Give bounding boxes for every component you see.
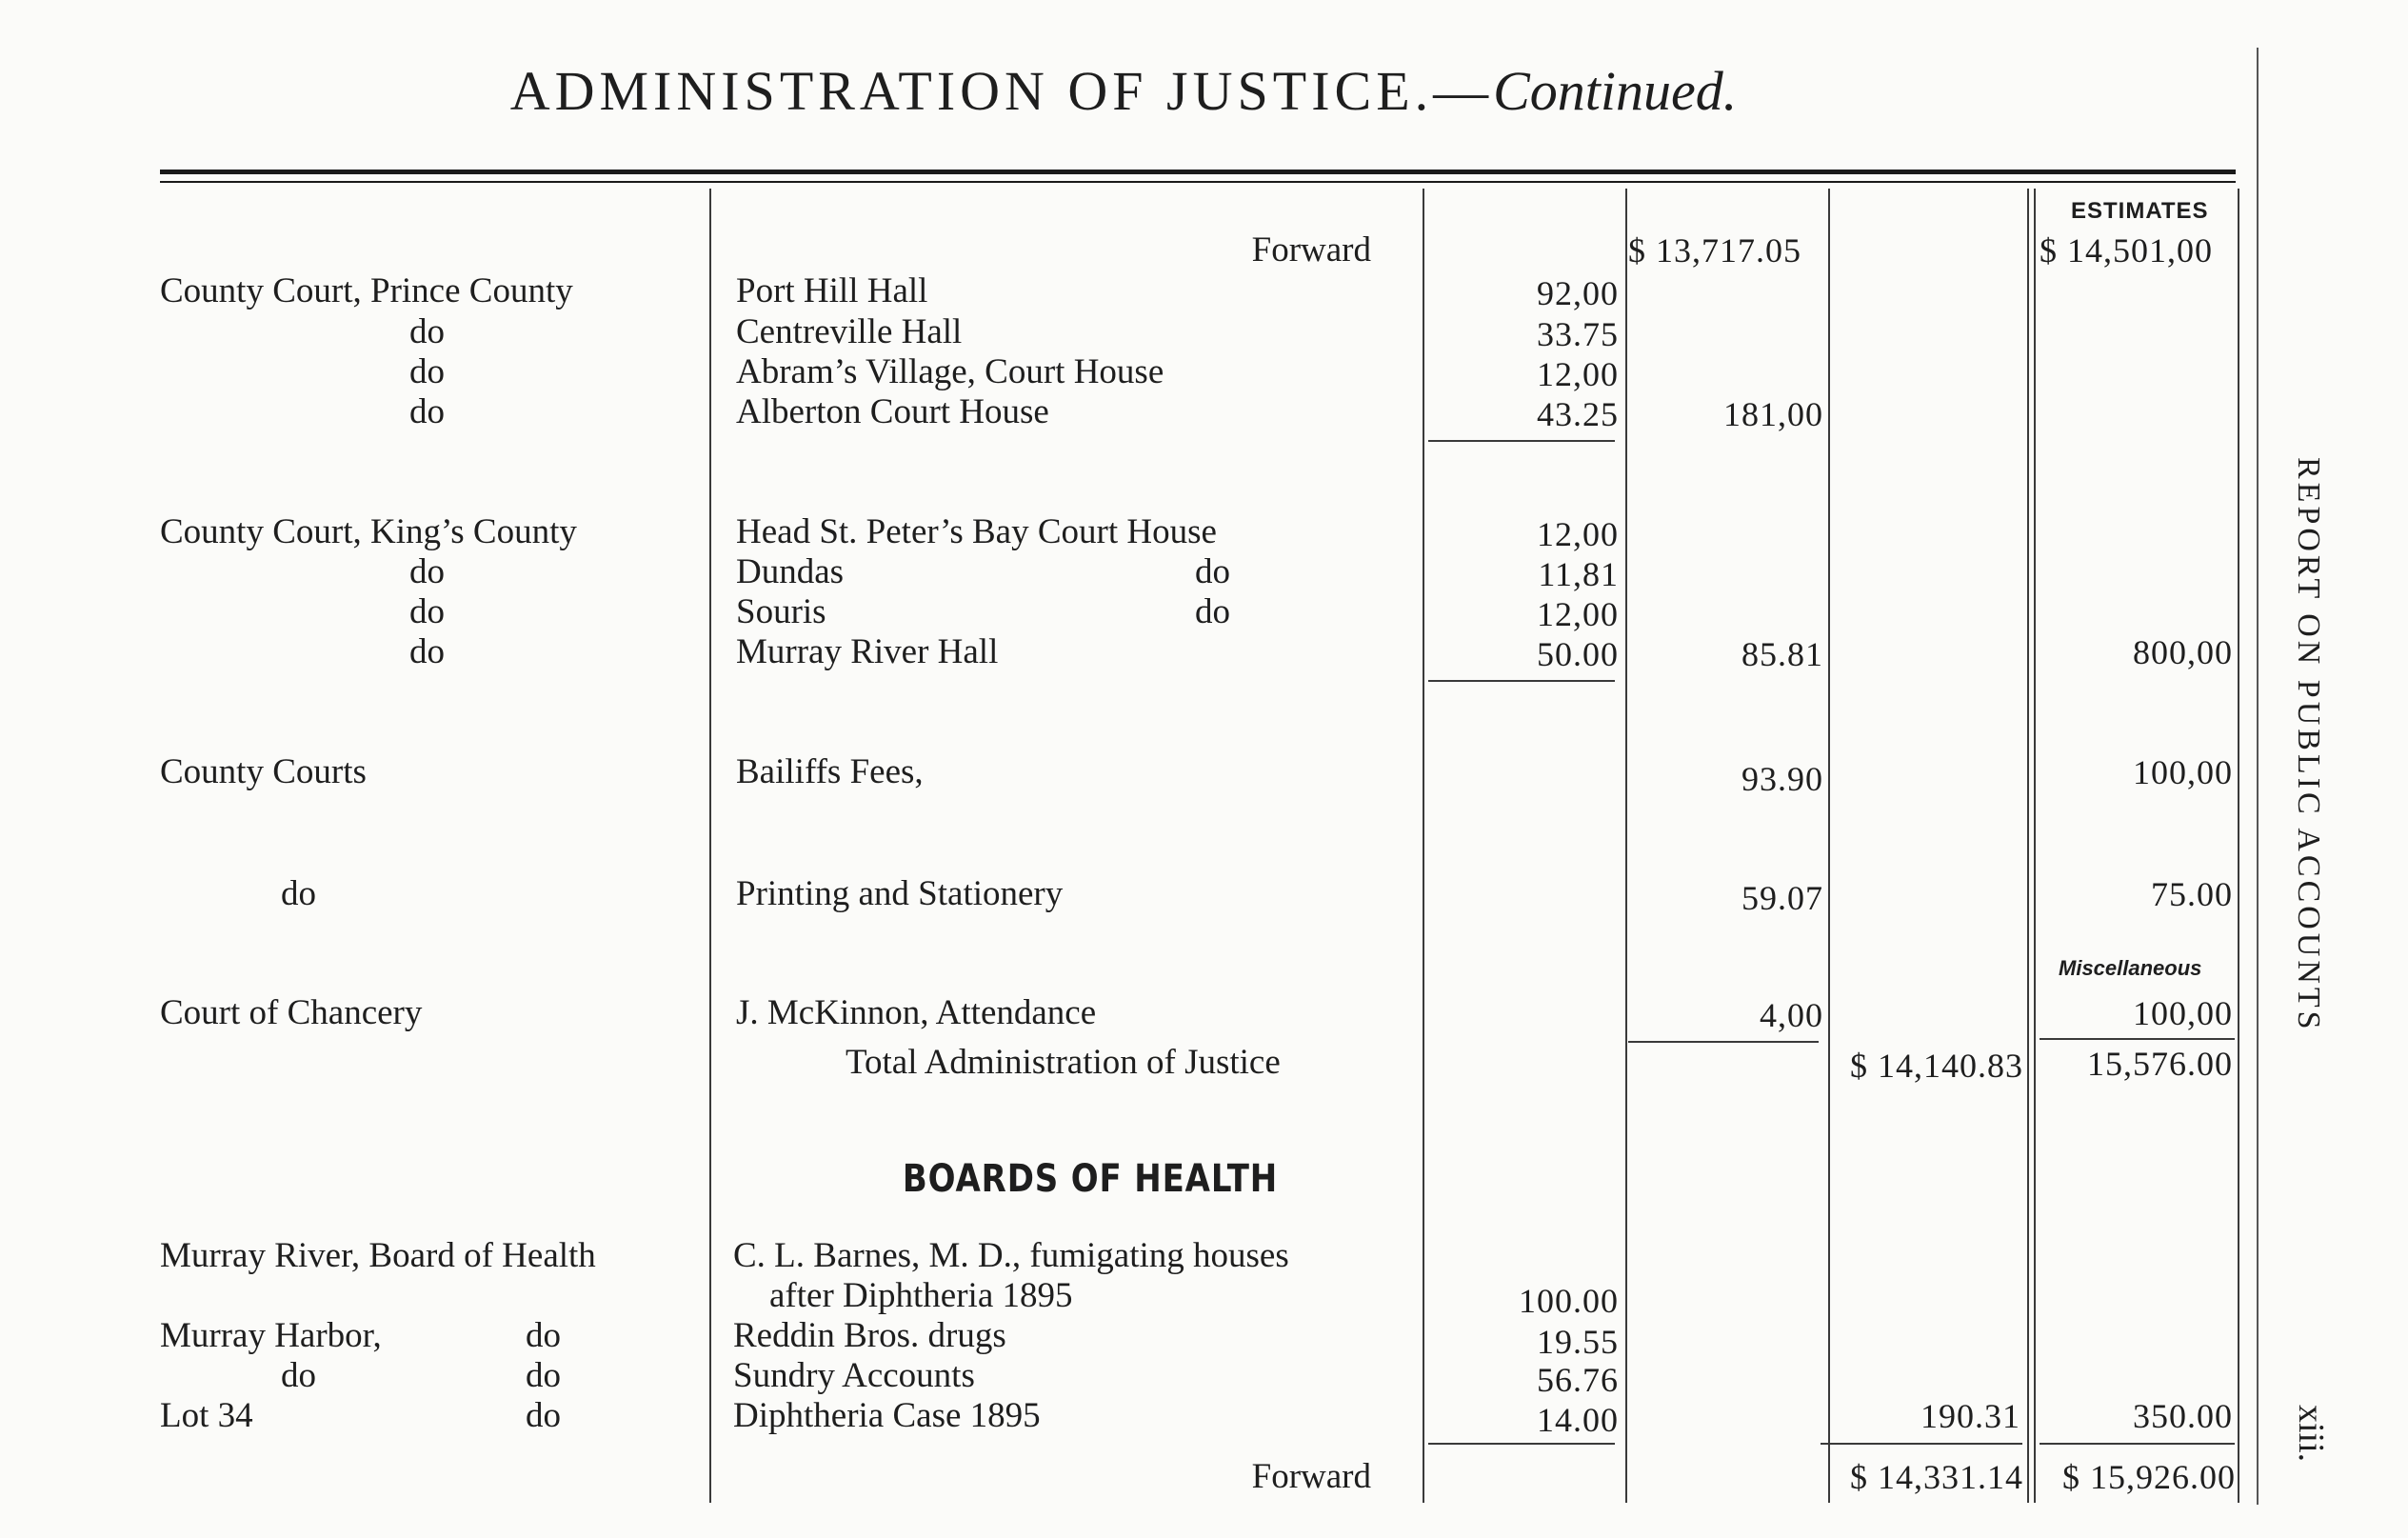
row-desc: C. L. Barnes, M. D., fumigating houses	[733, 1236, 1289, 1275]
estimate-underline	[2040, 1443, 2235, 1445]
row-subtotal: 85.81	[1741, 635, 1823, 673]
header-rule-thin	[160, 181, 2236, 183]
row-desc-total: Total Administration of Justice	[846, 1043, 1281, 1082]
row-left: do	[281, 874, 316, 913]
column-divider-4	[1828, 189, 1830, 1503]
row-desc: Forward	[1251, 1457, 1371, 1496]
row-desc: Bailiffs Fees,	[736, 752, 924, 791]
row-desc: Abram’s Village, Court House	[736, 352, 1164, 391]
row-desc: Murray River Hall	[736, 632, 999, 671]
row-subtotal: 181,00	[1723, 395, 1823, 433]
column-divider-5a	[2027, 189, 2029, 1503]
row-subtotal: 93.90	[1741, 760, 1823, 798]
page-title	[0, 59, 2247, 123]
subtotal-underline	[1628, 1041, 1819, 1043]
row-estimate: 350.00	[2133, 1397, 2233, 1435]
row-left-ditto: do	[526, 1316, 561, 1355]
row-amount: 19.55	[1537, 1323, 1619, 1361]
title-main: ADMINISTRATION OF JUSTICE.—	[509, 60, 1494, 122]
total-underline	[1821, 1443, 2022, 1445]
row-amount: 12,00	[1537, 355, 1619, 393]
column-divider-6	[2238, 189, 2239, 1503]
row-amount: 50.00	[1537, 635, 1619, 673]
row-left: do	[409, 592, 445, 631]
row-left: County Court, King’s County	[160, 512, 577, 551]
row-left: do	[409, 352, 445, 391]
row-estimate: 100,00	[2133, 994, 2233, 1032]
page-number: xiii.	[2291, 1405, 2331, 1463]
row-subtotal: $ 13,717.05	[1628, 231, 1801, 270]
row-desc: Head St. Peter’s Bay Court House	[736, 512, 1217, 551]
column-divider-2	[1423, 189, 1424, 1503]
row-estimate: 15,576.00	[2087, 1045, 2233, 1083]
column-divider-1	[709, 189, 711, 1503]
row-amount: 11,81	[1538, 555, 1619, 593]
row-desc-ditto: do	[1195, 592, 1230, 631]
row-amount: 12,00	[1537, 515, 1619, 553]
row-estimate: 75.00	[2151, 875, 2233, 913]
row-desc: Souris	[736, 592, 826, 631]
row-estimate: $ 14,501,00	[2040, 231, 2213, 270]
row-subtotal: 59.07	[1741, 879, 1823, 917]
row-left: do	[409, 552, 445, 591]
row-left: Lot 34	[160, 1396, 253, 1435]
boards-of-health-heading: BOARDS OF HEALTH	[902, 1157, 1279, 1201]
row-amount: 43.25	[1537, 395, 1619, 433]
row-estimate: 800,00	[2133, 633, 2233, 671]
row-left-ditto: do	[526, 1396, 561, 1435]
row-left: County Courts	[160, 752, 367, 791]
row-desc: Forward	[1251, 230, 1371, 270]
row-desc: Printing and Stationery	[736, 874, 1064, 913]
page-edge-line	[2257, 48, 2259, 1505]
row-total: $ 14,331.14	[1850, 1458, 2023, 1496]
column-divider-5b	[2034, 189, 2036, 1503]
row-left: Murray Harbor,	[160, 1316, 382, 1355]
row-left: Court of Chancery	[160, 993, 423, 1032]
subtotal-underline	[1428, 440, 1615, 442]
header-rule-thick	[160, 170, 2236, 174]
miscellaneous-heading: Miscellaneous	[2059, 956, 2202, 980]
row-desc-ditto: do	[1195, 552, 1230, 591]
amount-underline	[1428, 1443, 1615, 1445]
row-desc: Port Hill Hall	[736, 271, 928, 310]
row-amount: 56.76	[1537, 1361, 1619, 1399]
row-left: Murray River, Board of Health	[160, 1236, 596, 1275]
row-total: $ 14,140.83	[1850, 1047, 2023, 1085]
row-left-ditto: do	[526, 1356, 561, 1395]
row-amount: 33.75	[1537, 315, 1619, 353]
row-amount: 100.00	[1519, 1282, 1619, 1320]
row-subtotal: 4,00	[1760, 996, 1823, 1034]
row-left: do	[409, 632, 445, 671]
row-total: 190.31	[1920, 1397, 2020, 1435]
title-continued: Continued.	[1493, 60, 1738, 122]
row-desc: J. McKinnon, Attendance	[736, 993, 1097, 1032]
estimate-underline	[2040, 1038, 2235, 1040]
row-desc: after Diphtheria 1895	[769, 1276, 1073, 1315]
side-running-title: REPORT ON PUBLIC ACCOUNTS	[2291, 457, 2326, 1033]
row-amount: 14.00	[1537, 1401, 1619, 1439]
column-divider-3	[1625, 189, 1627, 1503]
row-left: do	[409, 312, 445, 351]
row-estimate: $ 15,926.00	[2062, 1458, 2236, 1496]
row-estimate: 100,00	[2133, 753, 2233, 791]
row-desc: Sundry Accounts	[733, 1356, 975, 1395]
row-desc: Dundas	[736, 552, 845, 591]
row-desc: Centreville Hall	[736, 312, 963, 351]
row-amount: 12,00	[1537, 595, 1619, 633]
row-left: do	[409, 392, 445, 431]
row-left: do	[281, 1356, 316, 1395]
row-left: County Court, Prince County	[160, 271, 573, 310]
subtotal-underline	[1428, 680, 1615, 682]
row-desc: Diphtheria Case 1895	[733, 1396, 1041, 1435]
row-desc: Reddin Bros. drugs	[733, 1316, 1006, 1355]
estimates-heading: ESTIMATES	[2071, 198, 2209, 224]
row-amount: 92,00	[1537, 274, 1619, 312]
row-desc: Alberton Court House	[736, 392, 1049, 431]
